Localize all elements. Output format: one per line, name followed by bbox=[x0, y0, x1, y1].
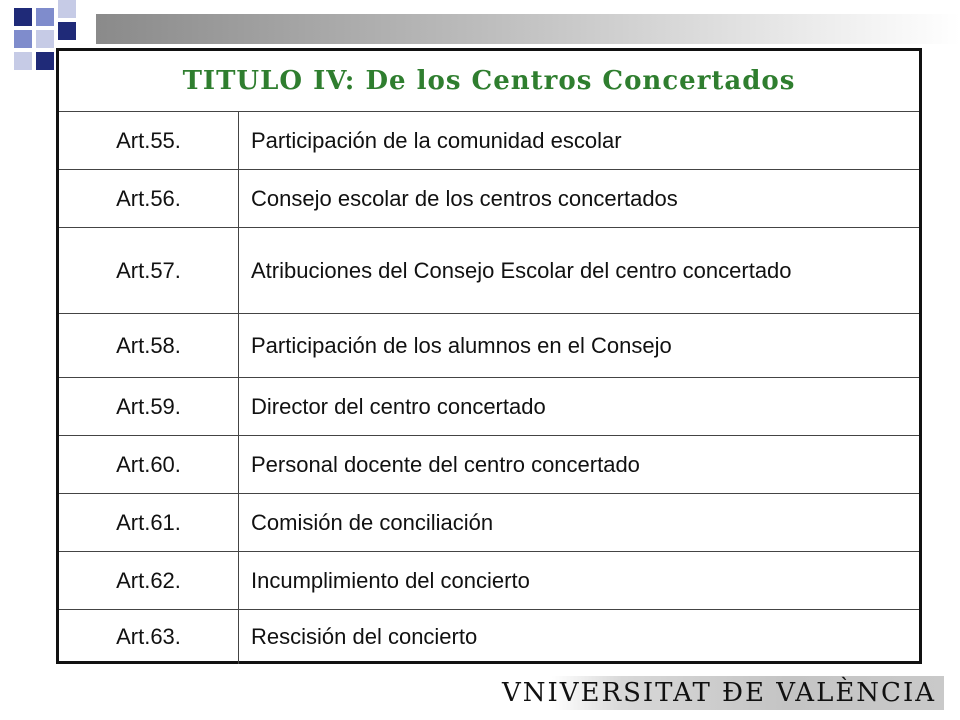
article-description: Participación de los alumnos en el Consejo bbox=[251, 332, 672, 358]
deco-square bbox=[14, 30, 32, 48]
article-number: Art.55. bbox=[59, 112, 239, 169]
table-body bbox=[59, 112, 919, 664]
article-number: Art.59. bbox=[59, 378, 239, 435]
table-row bbox=[59, 314, 919, 378]
article-description: Comisión de conciliación bbox=[251, 509, 494, 535]
article-description: Rescisión del concierto bbox=[251, 624, 478, 650]
article-number: Art.60. bbox=[59, 436, 239, 493]
article-description: Participación de la comunidad escolar bbox=[251, 127, 622, 153]
deco-square bbox=[58, 22, 76, 40]
deco-square bbox=[36, 52, 54, 70]
article-description: Consejo escolar de los centros concertados bbox=[251, 185, 678, 211]
article-number: Art.63. bbox=[59, 610, 239, 664]
deco-square bbox=[14, 8, 32, 26]
slide-title: TITULO IV: De los Centros Concertados bbox=[182, 66, 796, 96]
deco-square bbox=[36, 30, 54, 48]
table-row bbox=[59, 170, 919, 228]
article-number: Art.56. bbox=[59, 170, 239, 227]
article-description: Incumplimiento del concierto bbox=[251, 567, 530, 593]
article-description bbox=[239, 228, 919, 313]
table-row bbox=[59, 610, 919, 664]
deco-square bbox=[14, 52, 32, 70]
table-title-row bbox=[59, 51, 919, 112]
article-number: Art.61. bbox=[59, 494, 239, 551]
article-description: Personal docente del centro concertado bbox=[251, 451, 640, 477]
table-row bbox=[59, 378, 919, 436]
table-row bbox=[59, 552, 919, 610]
header-gradient-bar bbox=[96, 14, 960, 44]
university-logo-text: VNIVERSITAT ĐE VALÈNCIA bbox=[501, 678, 936, 708]
table-row bbox=[59, 228, 919, 314]
article-description: Director del centro concertado bbox=[251, 393, 546, 419]
article-number: Art.57. bbox=[59, 228, 239, 313]
article-number: Art.58. bbox=[59, 314, 239, 377]
table-row bbox=[59, 494, 919, 552]
article-number: Art.62. bbox=[59, 552, 239, 609]
table-row bbox=[59, 436, 919, 494]
university-logo bbox=[501, 676, 944, 710]
table-row bbox=[59, 112, 919, 170]
deco-square bbox=[36, 8, 54, 26]
deco-square bbox=[58, 0, 76, 18]
articles-table bbox=[56, 48, 922, 664]
article-description-text: Atribuciones del Consejo Escolar del centro concertado bbox=[251, 257, 792, 283]
